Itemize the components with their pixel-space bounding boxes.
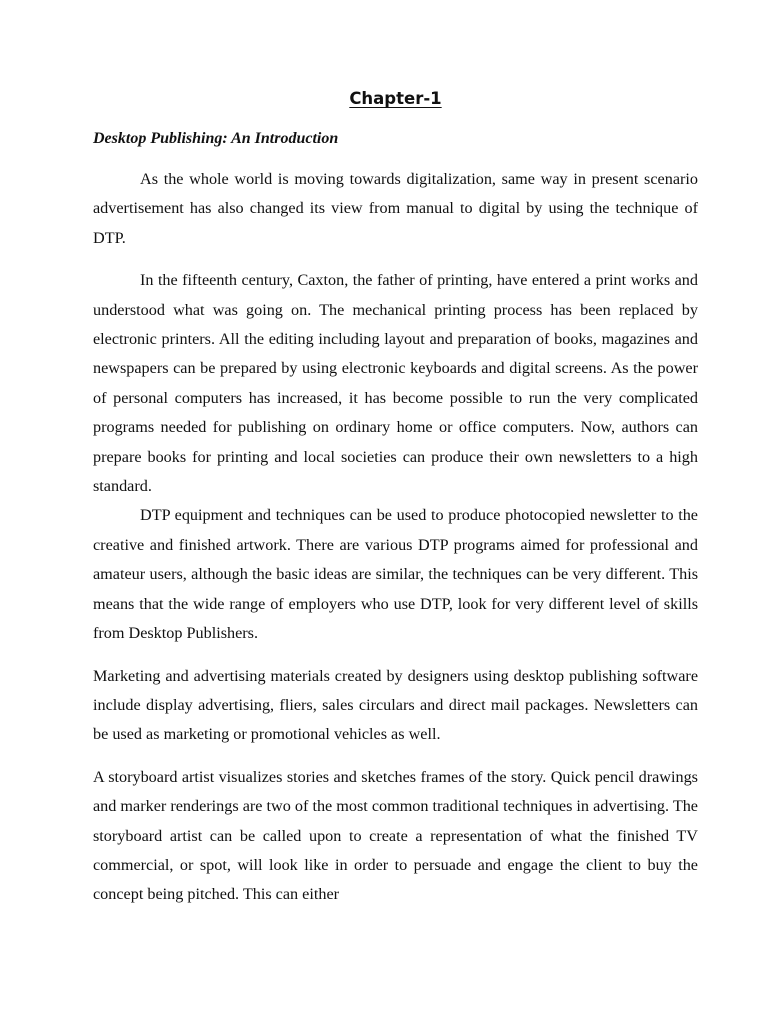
chapter-title: Chapter-1 [349, 89, 442, 108]
page-content [93, 87, 698, 910]
paragraph-5: A storyboard artist visualizes stories and sketches frames of the story. Quick pencil drawings and marker renderings are two of the most common traditional techniques in advertising. The storyboard artist can be called upon to create a representation of what the finished TV commercial, or spot, will look like in order to persuade and engage the client to buy the concept being pitched. This can either [93, 767, 698, 904]
paragraph-1: As the whole world is moving towards digitalization, same way in present scenario advertisement has also changed its view from manual to digital by using the technique of DTP. [93, 170, 698, 247]
paragraph-3: DTP equipment and techniques can be used to produce photocopied newsletter to the creative and finished artwork. There are various DTP programs aimed for professional and amateur users, although the basic ideas are similar, the techniques can be very different. This means that the wide range of employers who use DTP, look for very different level of skills from Desktop Publishers. [93, 506, 698, 643]
paragraph-4: Marketing and advertising materials created by designers using desktop publishing software include display advertising, fliers, sales circulars and direct mail packages. Newsletters can be used as marketing or promotional vehicles as well. [93, 666, 698, 744]
section-title: Desktop Publishing: An Introduction [93, 130, 339, 147]
paragraph-2: In the fifteenth century, Caxton, the father of printing, have entered a print works and understood what was going on. The mechanical printing process has been replaced by electronic printers. All the editing including layout and preparation of books, magazines and newspapers can be prepared by using electronic keyboards and digital screens. As the power of personal computers has increased, it has become possible to run the very complicated programs needed for publishing on ordinary home or office computers. Now, authors can prepare books for printing and local societies can produce their own newsletters to a high standard. [93, 271, 698, 496]
